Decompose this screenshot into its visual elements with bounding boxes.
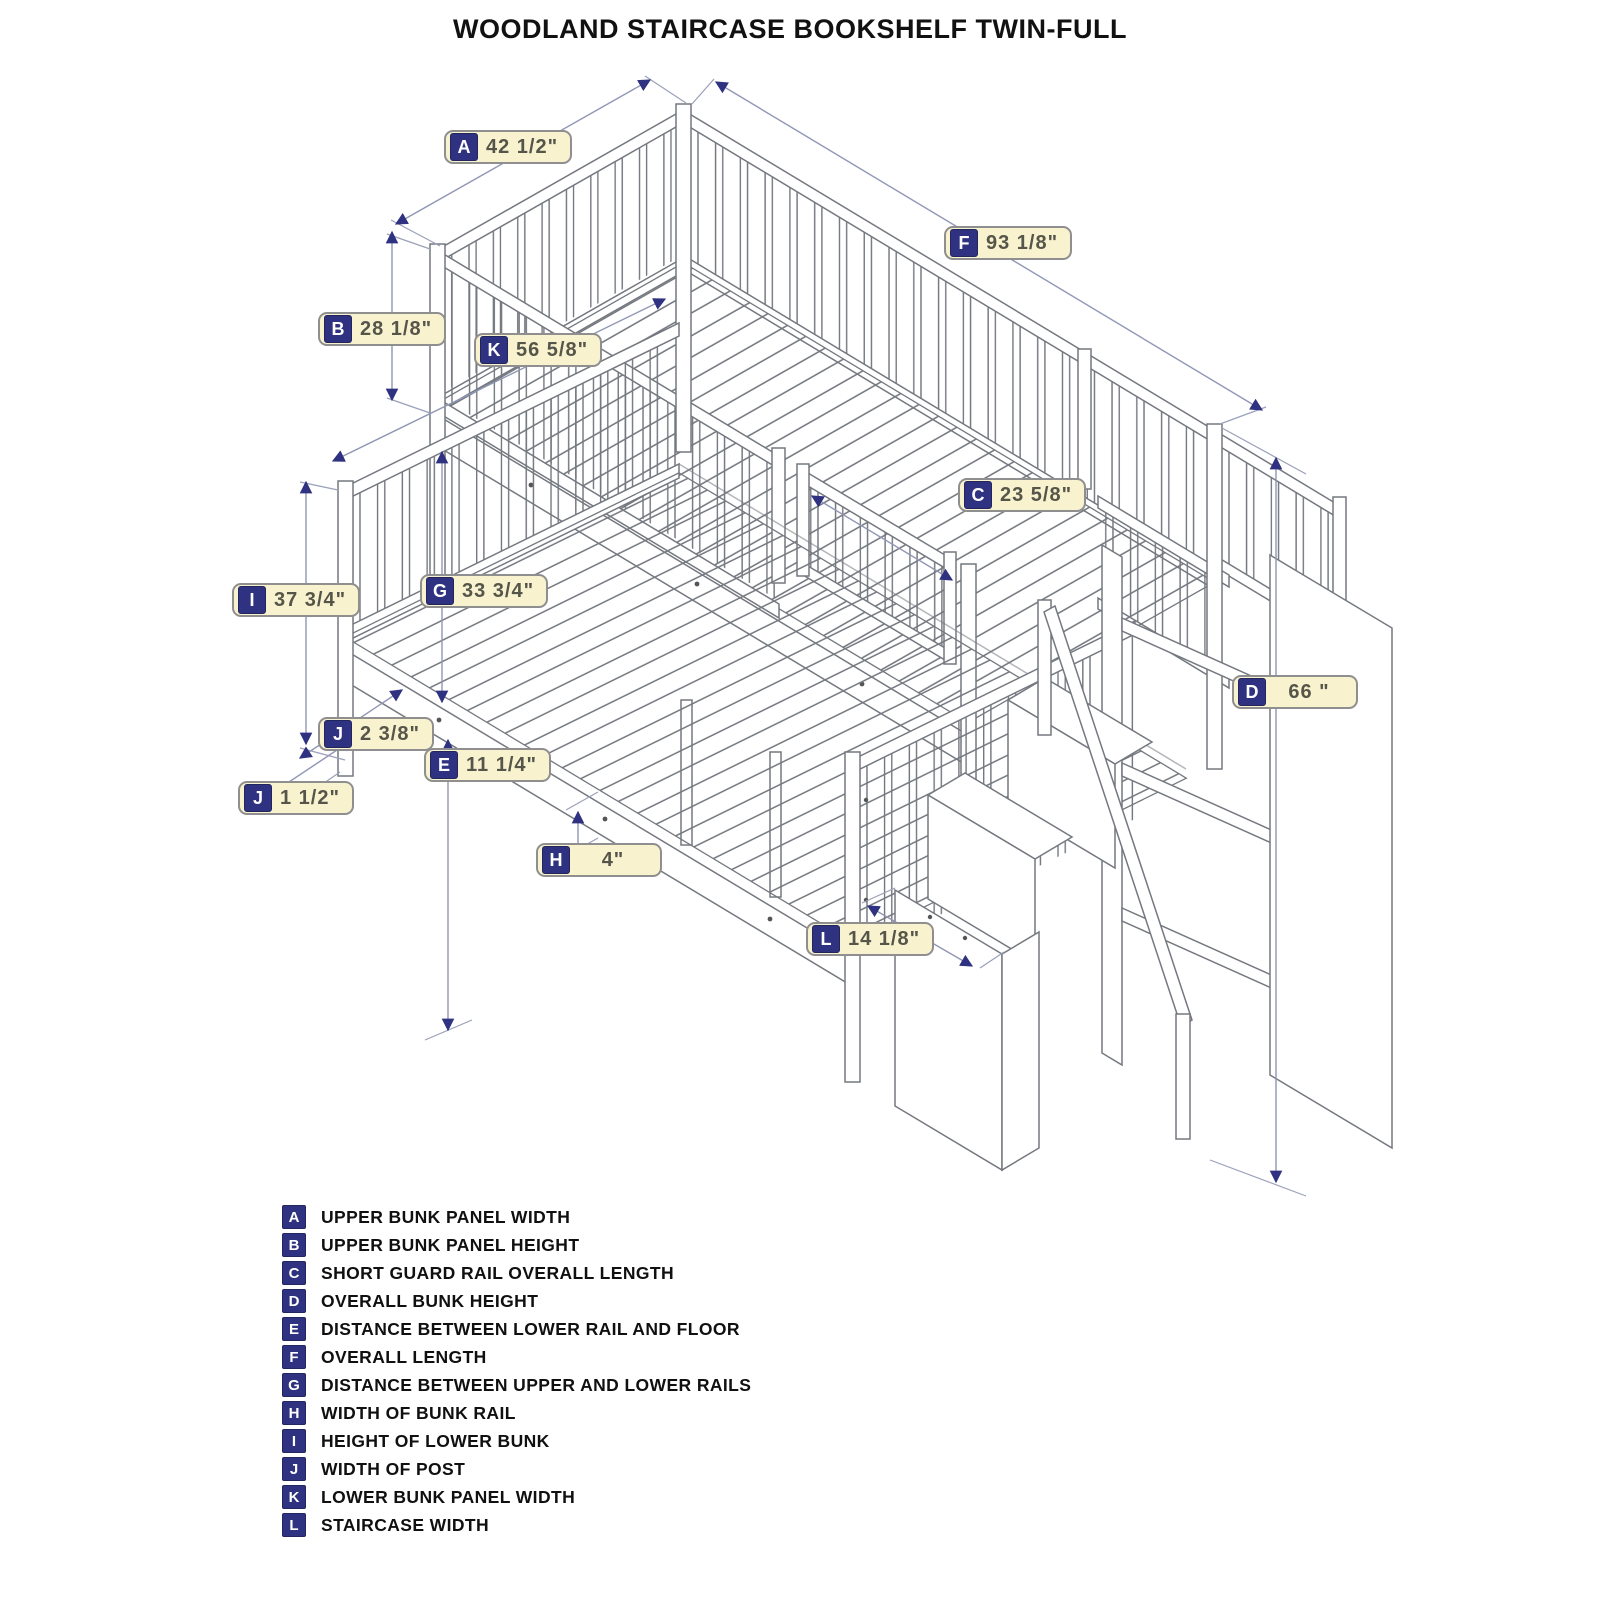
dim-letter-badge: J bbox=[324, 720, 352, 748]
dim-label-k bbox=[474, 333, 602, 367]
legend-letter-badge: K bbox=[282, 1485, 306, 1509]
legend-letter-badge: D bbox=[282, 1289, 306, 1313]
legend-letter-badge: H bbox=[282, 1401, 306, 1425]
dim-letter-badge: B bbox=[324, 315, 352, 343]
dim-label-i bbox=[232, 583, 360, 617]
legend-label: DISTANCE BETWEEN LOWER RAIL AND FLOOR bbox=[321, 1318, 740, 1339]
legend-label: WIDTH OF POST bbox=[321, 1458, 466, 1479]
legend-letter-badge: C bbox=[282, 1261, 306, 1285]
legend-label: OVERALL LENGTH bbox=[321, 1346, 487, 1367]
dim-letter-badge: H bbox=[542, 846, 570, 874]
legend-letter-badge: A bbox=[282, 1205, 306, 1229]
legend-row-c bbox=[282, 1262, 751, 1284]
legend bbox=[282, 1206, 751, 1536]
dim-letter-badge: F bbox=[950, 229, 978, 257]
legend-row-a bbox=[282, 1206, 751, 1228]
dim-value: 56 5/8" bbox=[516, 338, 589, 361]
dim-letter-badge: L bbox=[812, 925, 840, 953]
dim-letter-badge: J bbox=[244, 784, 272, 812]
dim-label-l bbox=[806, 922, 934, 956]
legend-letter-badge: G bbox=[282, 1373, 306, 1397]
legend-label: STAIRCASE WIDTH bbox=[321, 1514, 490, 1535]
dim-letter-badge: E bbox=[430, 751, 458, 779]
dim-letter-badge: K bbox=[480, 336, 508, 364]
dim-value: 2 3/8" bbox=[360, 722, 420, 745]
dim-value: 66 " bbox=[1288, 680, 1330, 703]
dim-value: 93 1/8" bbox=[986, 231, 1059, 254]
legend-letter-badge: L bbox=[282, 1513, 306, 1537]
legend-row-f bbox=[282, 1346, 751, 1368]
legend-label: HEIGHT OF LOWER BUNK bbox=[321, 1430, 550, 1451]
dim-value: 42 1/2" bbox=[486, 135, 559, 158]
dim-value: 11 1/4" bbox=[466, 753, 537, 776]
legend-row-i bbox=[282, 1430, 751, 1452]
dim-label-j-post-2 bbox=[238, 781, 354, 815]
dim-value: 1 1/2" bbox=[280, 786, 340, 809]
dim-value: 37 3/4" bbox=[274, 588, 347, 611]
dim-label-g bbox=[420, 574, 548, 608]
dim-label-c bbox=[958, 478, 1086, 512]
legend-row-h bbox=[282, 1402, 751, 1424]
legend-letter-badge: J bbox=[282, 1457, 306, 1481]
legend-letter-badge: I bbox=[282, 1429, 306, 1453]
legend-label: OVERALL BUNK HEIGHT bbox=[321, 1290, 539, 1311]
legend-label: UPPER BUNK PANEL HEIGHT bbox=[321, 1234, 580, 1255]
legend-label: WIDTH OF BUNK RAIL bbox=[321, 1402, 516, 1423]
dim-letter-badge: D bbox=[1238, 678, 1266, 706]
legend-row-j bbox=[282, 1458, 751, 1480]
dim-label-j-post bbox=[318, 717, 434, 751]
dim-value: 14 1/8" bbox=[848, 927, 921, 950]
dim-label-a bbox=[444, 130, 572, 164]
legend-letter-badge: E bbox=[282, 1317, 306, 1341]
bookshelf bbox=[1102, 545, 1392, 1148]
legend-label: UPPER BUNK PANEL WIDTH bbox=[321, 1206, 571, 1227]
dim-value: 4" bbox=[601, 848, 625, 871]
page-title: WOODLAND STAIRCASE BOOKSHELF TWIN-FULL bbox=[453, 14, 1127, 44]
dim-value: 28 1/8" bbox=[360, 317, 433, 340]
legend-row-b bbox=[282, 1234, 751, 1256]
legend-letter-badge: F bbox=[282, 1345, 306, 1369]
dim-label-h bbox=[536, 843, 662, 877]
dim-letter-badge: A bbox=[450, 133, 478, 161]
legend-label: SHORT GUARD RAIL OVERALL LENGTH bbox=[321, 1262, 675, 1283]
legend-row-k bbox=[282, 1486, 751, 1508]
legend-row-d bbox=[282, 1290, 751, 1312]
legend-label: LOWER BUNK PANEL WIDTH bbox=[321, 1486, 576, 1507]
legend-letter-badge: B bbox=[282, 1233, 306, 1257]
legend-row-e bbox=[282, 1318, 751, 1340]
legend-row-l bbox=[282, 1514, 751, 1536]
dim-letter-badge: C bbox=[964, 481, 992, 509]
legend-label: DISTANCE BETWEEN UPPER AND LOWER RAILS bbox=[321, 1374, 752, 1395]
dim-label-f bbox=[944, 226, 1072, 260]
legend-row-g bbox=[282, 1374, 751, 1396]
dim-label-e bbox=[424, 748, 551, 782]
dim-value: 33 3/4" bbox=[462, 579, 535, 602]
dim-value: 23 5/8" bbox=[1000, 483, 1073, 506]
dim-label-b bbox=[318, 312, 446, 346]
dim-label-d bbox=[1232, 675, 1358, 709]
dim-letter-badge: G bbox=[426, 577, 454, 605]
dim-letter-badge: I bbox=[238, 586, 266, 614]
